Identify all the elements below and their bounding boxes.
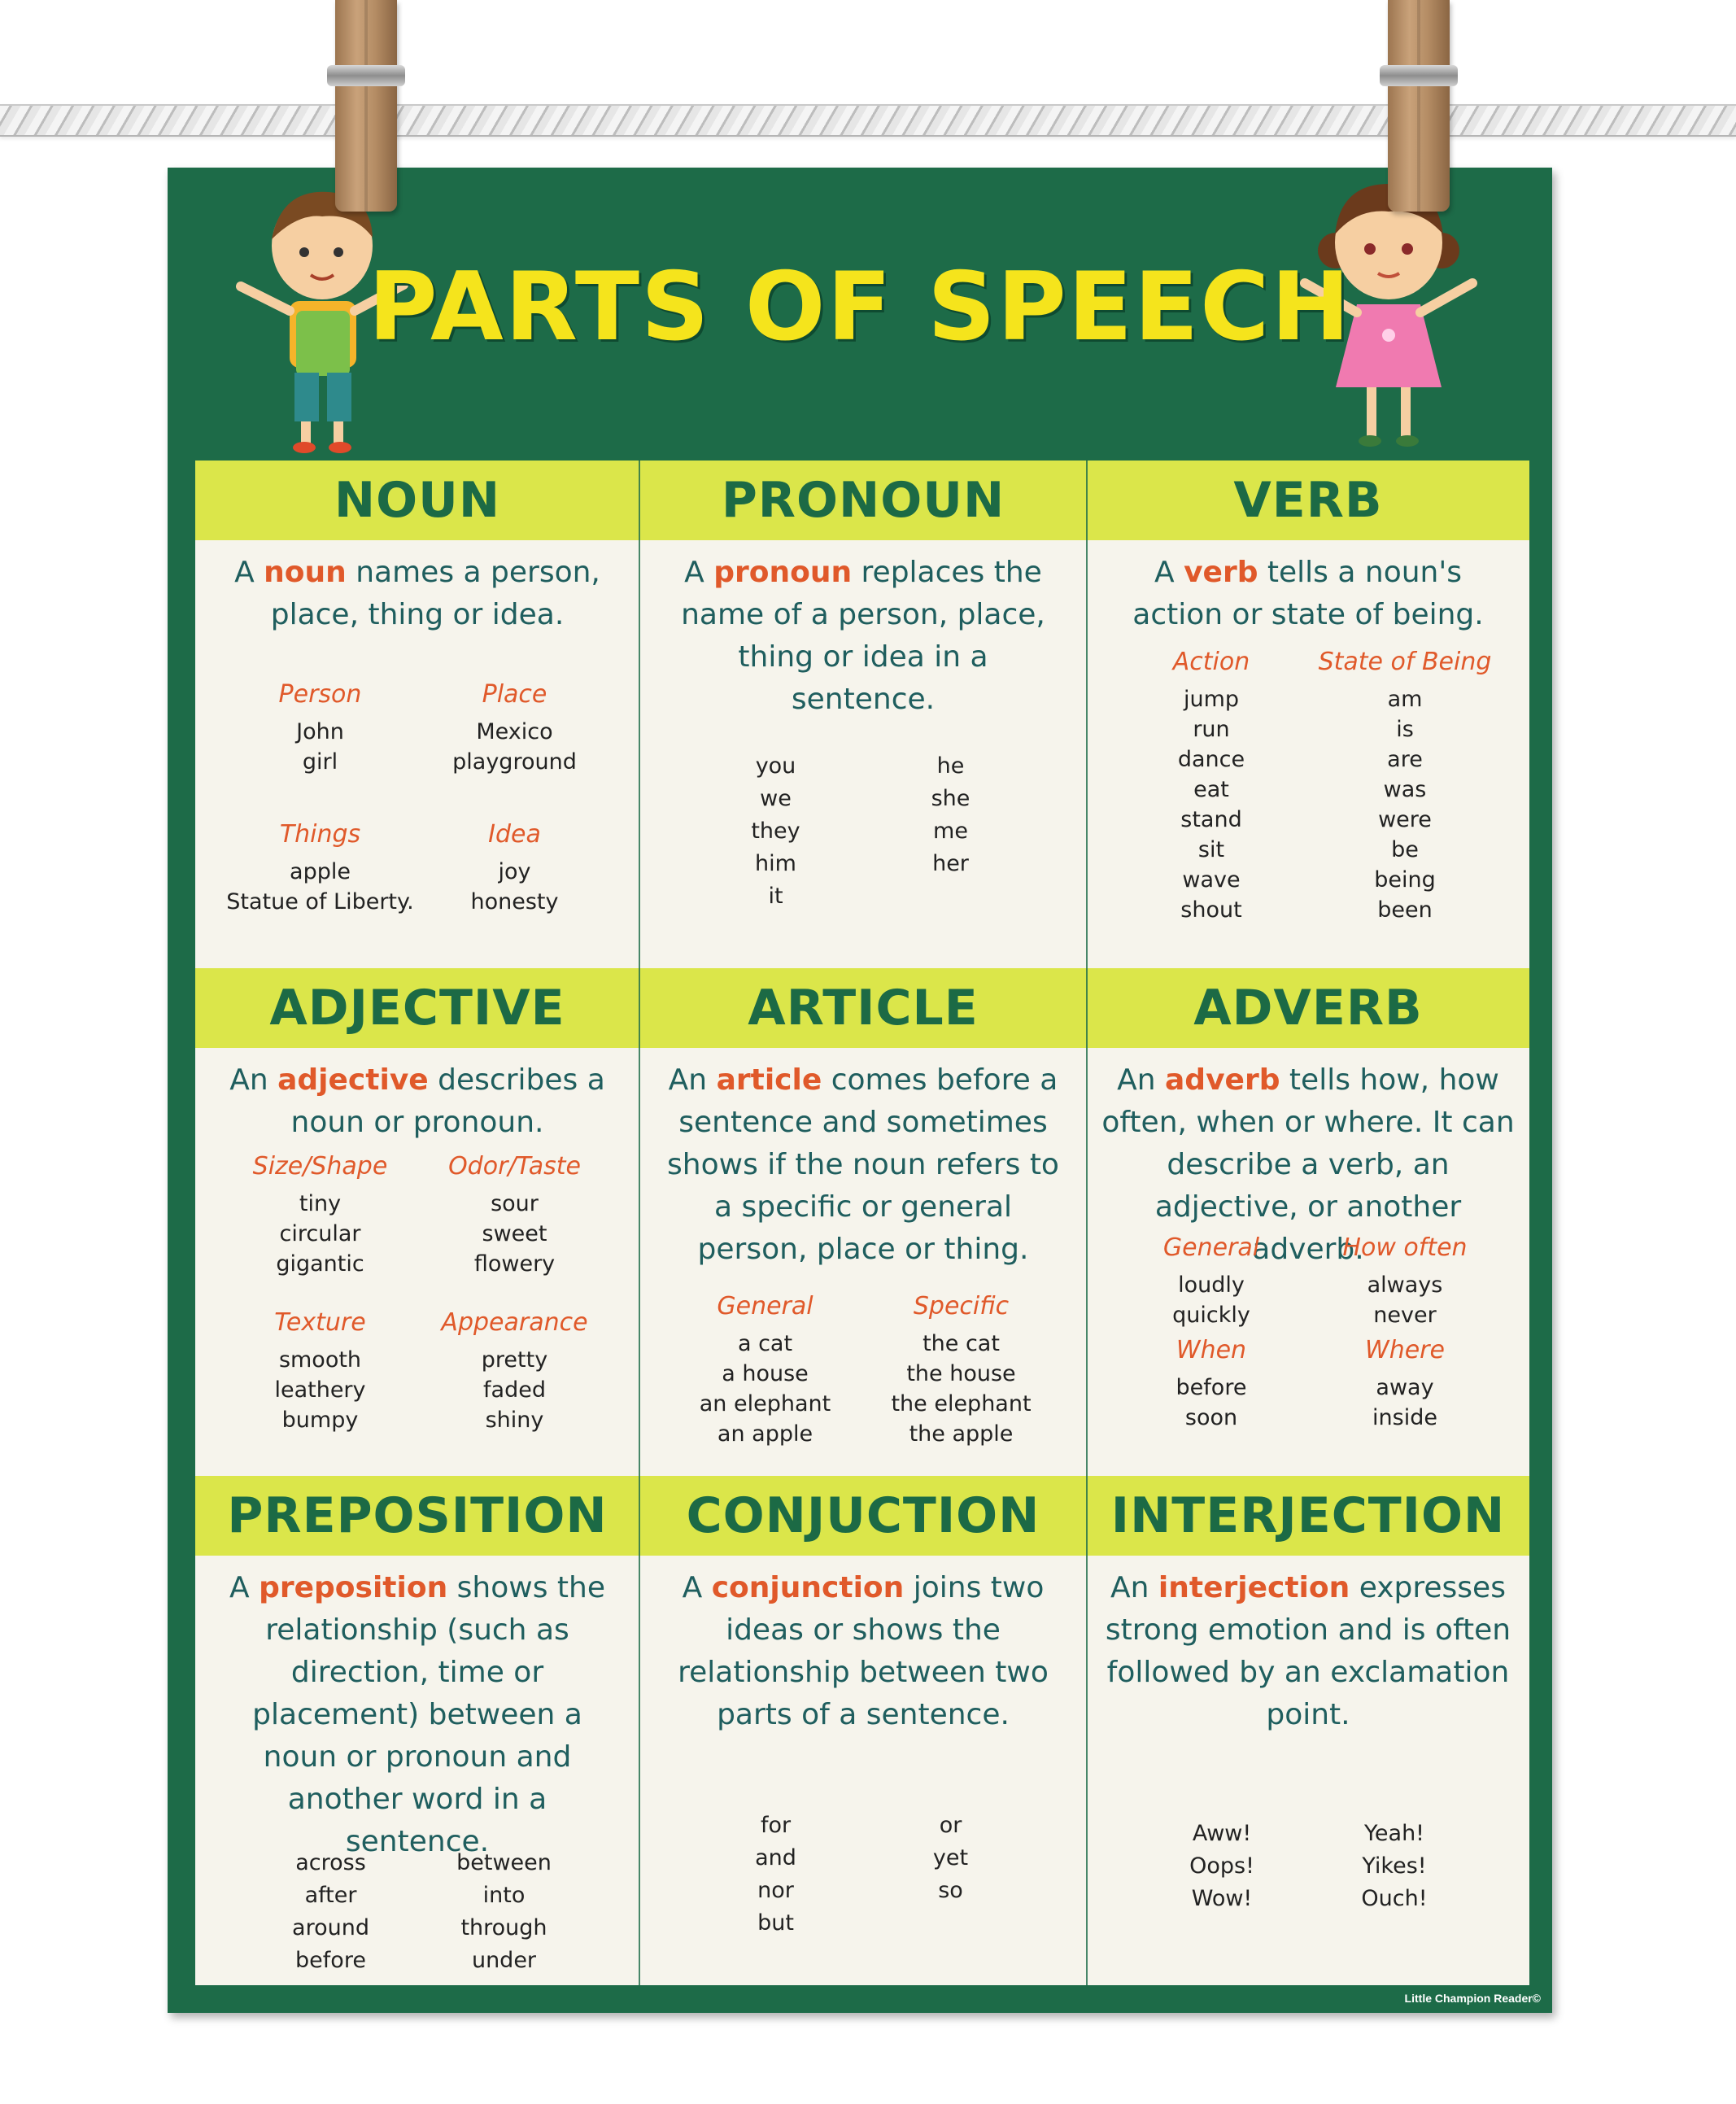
example-word: him [755,851,796,876]
category-label: General [717,1292,813,1320]
page-title: PARTS OF SPEECH [368,252,1352,362]
example-word: apple [290,859,351,884]
example-word: a cat [737,1331,793,1356]
category-label: Action [1172,648,1250,676]
example-word: Mexico [476,719,553,744]
example-word: jump [1183,687,1240,712]
example-word: sour [491,1191,539,1216]
example-word: before [295,1948,366,1973]
example-word: Wow! [1191,1886,1253,1911]
definition-text [1105,1567,1511,1736]
example-word: Statue of Liberty. [226,889,414,914]
example-word: but [757,1910,794,1936]
example-word: faded [483,1377,546,1403]
example-word: the apple [909,1421,1014,1447]
example-word: quickly [1172,1303,1250,1328]
example-word: after [304,1883,357,1908]
definition-keyword: interjection [1158,1571,1350,1604]
clothespin-left [335,0,397,212]
example-word: circular [279,1221,361,1246]
example-word: dance [1177,747,1245,772]
definition-rest: comes before a sentence and sometimes shows if the noun refers to a specific or general person, place or thing. [667,1063,1059,1266]
definition-keyword: adjective [277,1063,429,1097]
definition-rest: tells a noun's action or state of being. [1132,556,1484,631]
definition-lead: A [229,1571,260,1604]
example-word: an elephant [699,1391,831,1416]
card-header-noun: NOUN [195,461,639,540]
definition-text [214,1567,621,1863]
card-header-pronoun: PRONOUN [639,461,1087,540]
example-word: am [1387,687,1423,712]
example-word: be [1391,837,1419,862]
category-label: Person [278,680,362,709]
category-label: Idea [488,820,541,849]
card-header-preposition: PREPOSITION [195,1476,639,1556]
example-word: always [1367,1272,1443,1298]
example-word: or [939,1813,962,1838]
category-label: Texture [274,1308,366,1337]
example-word: bumpy [281,1408,359,1433]
definition-lead: An [1110,1571,1158,1604]
example-word: eat [1193,777,1229,802]
definition-text [660,1567,1066,1736]
example-word: the elephant [891,1391,1032,1416]
example-word: joy [498,859,531,884]
example-word: been [1377,897,1433,923]
column-divider [1086,461,1088,1985]
example-word: Yeah! [1364,1821,1424,1846]
category-label: Specific [913,1292,1010,1320]
example-word: we [760,786,792,811]
definition-rest: shows the relationship (such as direction, time or placement) between a noun or pronoun and another word in a sentence. [252,1571,605,1858]
definition-lead: A [682,1571,712,1604]
example-word: is [1396,717,1414,742]
example-word: stand [1180,807,1242,832]
category-label: Things [279,820,361,849]
definition-keyword: adverb [1165,1063,1280,1097]
category-label: Where [1365,1336,1445,1364]
clothesline-rope [0,104,1736,137]
example-word: shiny [485,1408,544,1433]
definition-rest: describes a noun or pronoun. [290,1063,605,1139]
example-word: inside [1372,1405,1437,1430]
example-word: it [768,884,783,909]
example-word: flowery [473,1251,556,1277]
parts-of-speech-grid [195,461,1529,1985]
example-word: honesty [470,889,559,914]
example-word: sweet [482,1221,547,1246]
example-word: loudly [1178,1272,1245,1298]
example-word: under [471,1948,537,1973]
definition-lead: A [684,556,714,589]
category-label: When [1176,1336,1247,1364]
example-word: you [755,753,796,779]
example-word: before [1176,1375,1247,1400]
example-word: leathery [274,1377,366,1403]
card-header-article: ARTICLE [639,968,1087,1048]
example-word: soon [1184,1405,1238,1430]
definition-lead: An [229,1063,278,1097]
example-word: the cat [923,1331,1000,1356]
example-word: shout [1180,897,1242,923]
example-word: a house [722,1361,809,1386]
example-word: sit [1197,837,1225,862]
example-word: and [755,1845,796,1870]
example-word: wave [1182,867,1241,893]
card-header-adjective: ADJECTIVE [195,968,639,1048]
example-word: gigantic [276,1251,364,1277]
card-header-adverb: ADVERB [1087,968,1529,1048]
example-word: between [456,1850,552,1875]
example-word: Oops! [1189,1853,1254,1879]
category-label: State of Being [1318,648,1492,676]
definition-lead: A [1154,556,1184,589]
definition-rest: tells how, how often, when or where. It can describe a verb, an adjective, or another adverb. [1101,1063,1515,1266]
example-word: through [460,1915,547,1940]
example-word: are [1387,747,1423,772]
example-word: so [938,1878,963,1903]
definition-keyword: noun [264,556,347,589]
example-word: he [936,753,965,779]
category-label: General [1162,1233,1260,1262]
example-word: yet [932,1845,969,1870]
example-word: the house [906,1361,1016,1386]
definition-keyword: verb [1184,556,1258,589]
example-word: into [482,1883,526,1908]
example-word: John [296,719,344,744]
example-word: around [292,1915,369,1940]
copyright-text: Little Champion Reader© [1404,1992,1541,2005]
example-word: her [932,851,969,876]
card-header-verb: VERB [1087,461,1529,540]
card-header-interjection: INTERJECTION [1087,1476,1529,1556]
definition-text [226,1059,608,1144]
example-word: nor [757,1878,794,1903]
definition-text [1105,552,1511,636]
example-word: never [1373,1303,1437,1328]
category-label: Size/Shape [252,1152,388,1181]
definition-keyword: preposition [259,1571,448,1604]
definition-keyword: pronoun [713,556,853,589]
category-label: How often [1342,1233,1468,1262]
example-word: was [1383,777,1427,802]
example-word: Ouch! [1361,1886,1428,1911]
example-word: for [760,1813,792,1838]
definition-rest: joins two ideas or shows the relationship between two parts of a sentence. [678,1571,1049,1731]
example-word: me [933,818,968,844]
example-word: they [751,818,800,844]
definition-text [226,552,608,636]
example-word: being [1374,867,1436,893]
example-word: she [931,786,971,811]
column-divider [639,461,640,1985]
definition-text [672,552,1054,721]
category-label: Odor/Taste [448,1152,581,1181]
card-header-conjuction: CONJUCTION [639,1476,1087,1556]
example-word: Aww! [1192,1821,1252,1846]
example-word: away [1376,1375,1434,1400]
definition-rest: names a person, place, thing or idea. [270,556,600,631]
category-label: Place [482,680,547,709]
example-word: were [1378,807,1432,832]
example-word: tiny [299,1191,342,1216]
example-word: girl [302,749,338,775]
example-word: run [1193,717,1230,742]
category-label: Appearance [441,1308,588,1337]
example-word: an apple [717,1421,813,1447]
poster [168,168,1552,2013]
example-word: Yikes! [1362,1853,1427,1879]
definition-keyword: article [716,1063,822,1097]
example-word: pretty [481,1347,548,1373]
example-word: smooth [278,1347,362,1373]
definition-rest: replaces the name of a person, place, thing or idea in a sentence. [681,556,1045,716]
definition-lead: A [234,556,264,589]
definition-keyword: conjunction [711,1571,905,1604]
example-word: playground [452,749,577,775]
definition-lead: An [1117,1063,1166,1097]
definition-rest: expresses strong emotion and is often followed by an exclamation point. [1105,1571,1511,1731]
definition-lead: An [668,1063,717,1097]
example-word: across [295,1850,366,1875]
definition-text [660,1059,1066,1271]
clothespin-right [1388,0,1450,212]
